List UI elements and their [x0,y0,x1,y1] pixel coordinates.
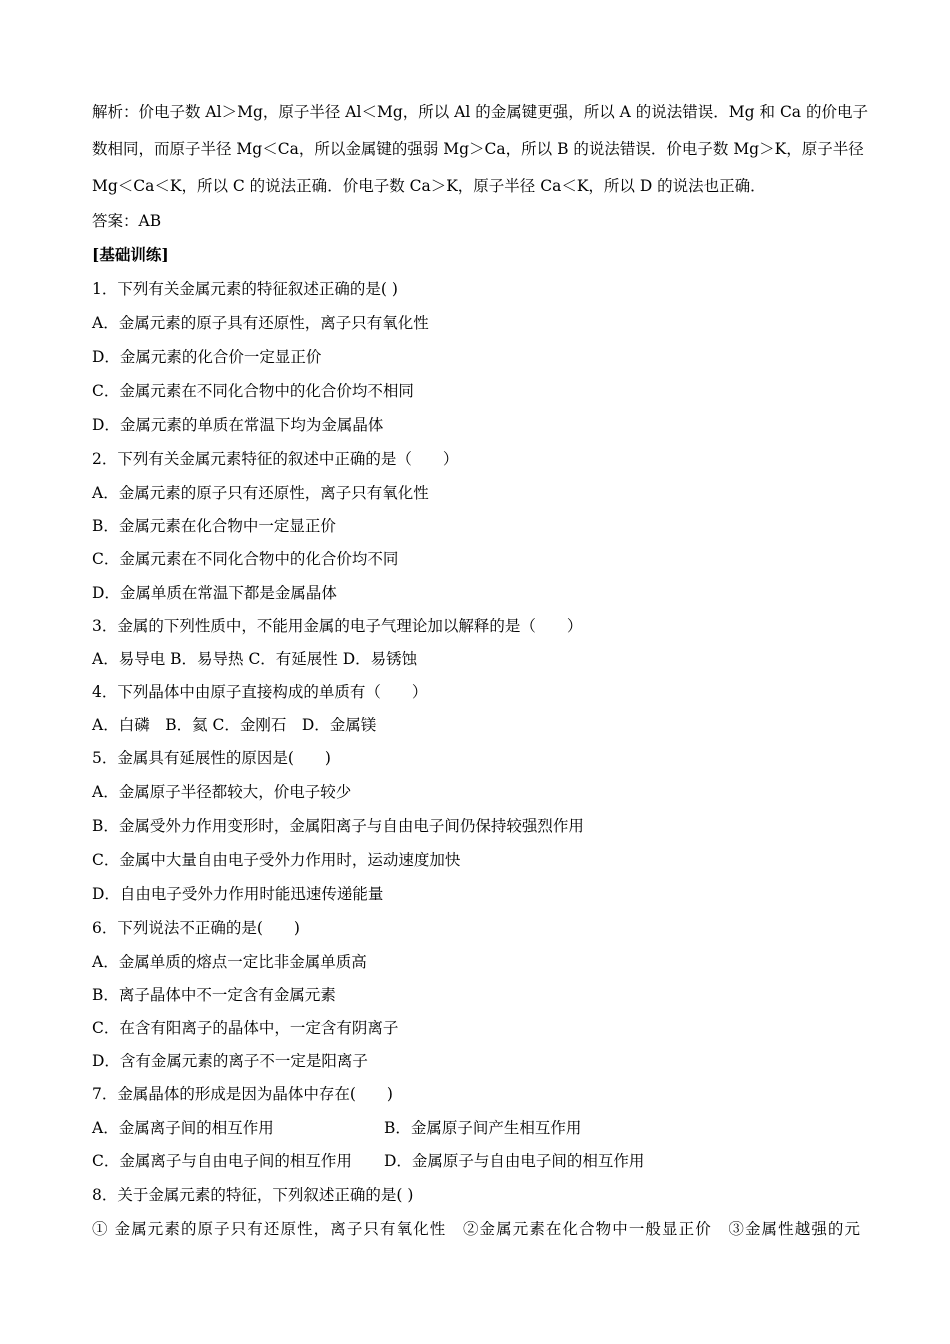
q4-stem: 4．下列晶体中由原子直接构成的单质有（ ） [92,683,428,701]
q7-option-d: D．金属原子与自由电子间的相互作用 [384,1152,645,1170]
q5-option-c: C．金属中大量自由电子受外力作用时，运动速度加快 [92,851,461,869]
q2-stem: 2．下列有关金属元素特征的叙述中正确的是（ ） [92,450,459,468]
q6-option-b: B．离子晶体中不一定含有金属元素 [92,986,336,1004]
q1-stem: 1．下列有关金属元素的特征叙述正确的是( ) [92,280,398,298]
q6-option-c: C．在含有阳离子的晶体中，一定含有阴离子 [92,1019,399,1037]
q6-stem: 6．下列说法不正确的是( ) [92,919,300,937]
q5-option-b: B．金属受外力作用变形时，金属阳离子与自由电子间仍保持较强烈作用 [92,817,584,835]
q3-options: A．易导电 B．易导热 C．有延展性 D．易锈蚀 [92,650,418,668]
q7-options-row-2 [92,1150,645,1172]
q7-option-c: C．金属离子与自由电子间的相互作用 [92,1152,352,1170]
q4-options: A．白磷 B．氦 C．金刚石 D．金属镁 [92,716,377,734]
q5-option-a: A．金属原子半径都较大，价电子较少 [92,783,352,801]
q7-option-b: B．金属原子间产生相互作用 [384,1119,582,1137]
q1-option-d: D．金属元素的单质在常温下均为金属晶体 [92,416,384,434]
q3-stem: 3．金属的下列性质中，不能用金属的电子气理论加以解释的是（ ） [92,617,583,635]
q7-options-row-1 [92,1117,582,1139]
q5-option-d: D．自由电子受外力作用时能迅速传递能量 [92,885,384,903]
q2-option-c: C．金属元素在不同化合物中的化合价均不同 [92,550,399,568]
q1-option-a: A．金属元素的原子具有还原性，离子只有氧化性 [92,314,429,332]
q1-option-c: C．金属元素在不同化合物中的化合价均不相同 [92,382,414,400]
section-title: [基础训练] [92,245,169,264]
q8-statement-line-1: ① 金属元素的原子只有还原性，离子只有氧化性 ②金属元素在化合物中一般显正价 ③金属性越强的元 [92,1220,860,1238]
q5-stem: 5．金属具有延展性的原因是( ) [92,749,331,767]
q6-option-d: D．含有金属元素的离子不一定是阳离子 [92,1052,368,1070]
q2-option-d: D．金属单质在常温下都是金属晶体 [92,584,337,602]
analysis-line-3: Mg＜Ca＜K，所以 C 的说法正确．价电子数 Ca＞K，原子半径 Ca＜K，所以 D 的说法也正确． [92,177,766,195]
q7-option-a: A．金属离子间的相互作用 [92,1119,274,1137]
q2-option-a: A．金属元素的原子只有还原性，离子只有氧化性 [92,484,429,502]
q7-stem: 7．金属晶体的形成是因为晶体中存在( ) [92,1085,393,1103]
q2-option-b: B．金属元素在化合物中一定显正价 [92,517,336,535]
q8-stem: 8．关于金属元素的特征，下列叙述正确的是( ) [92,1186,414,1204]
analysis-line-2: 数相同，而原子半径 Mg＜Ca，所以金属键的强弱 Mg＞Ca，所以 B 的说法错误．价电子数 Mg＞K，原子半径 [92,140,864,158]
analysis-line-1: 解析：价电子数 Al＞Mg，原子半径 Al＜Mg，所以 Al 的金属键更强，所以 A 的说法错误．Mg 和 Ca 的价电子 [92,103,868,121]
q6-option-a: A．金属单质的熔点一定比非金属单质高 [92,953,367,971]
answer-line: 答案：AB [92,212,162,230]
q1-option-b: D．金属元素的化合价一定显正价 [92,348,322,366]
